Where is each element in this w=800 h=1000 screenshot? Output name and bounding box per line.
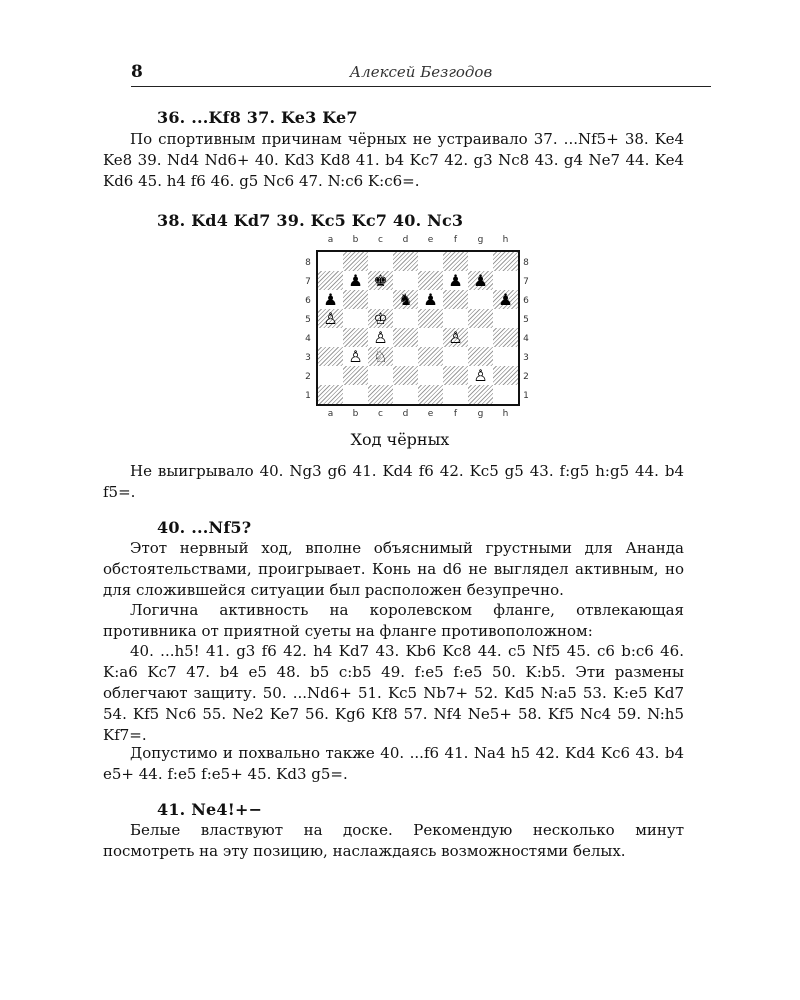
square-a1 xyxy=(318,385,343,404)
file-label-c: c xyxy=(378,235,383,245)
file-label-h: h xyxy=(502,235,509,245)
square-d3 xyxy=(393,347,418,366)
file-labels-bottom xyxy=(316,409,516,421)
black-pawn-f7-icon: ♟ xyxy=(448,271,463,290)
square-e1 xyxy=(418,385,443,404)
page-number: 8 xyxy=(131,62,143,82)
rank-label-6: 6 xyxy=(523,296,529,306)
rank-labels-right xyxy=(520,254,532,454)
square-h3 xyxy=(493,347,518,366)
paragraph-36-comment xyxy=(103,129,684,192)
square-e4 xyxy=(418,328,443,347)
white-knight-c3-icon: ♘ xyxy=(373,347,388,366)
rank-label-8: 8 xyxy=(523,258,529,268)
file-label-e: e xyxy=(427,235,434,245)
rank-label-1: 1 xyxy=(305,391,311,401)
file-label-c: c xyxy=(378,409,383,419)
file-label-g: g xyxy=(477,409,484,419)
square-b8 xyxy=(343,252,368,271)
rank-label-1: 1 xyxy=(523,391,529,401)
file-label-a: a xyxy=(327,409,334,419)
paragraph-text: Этот нервный ход, вполне объяснимый грустными для Ананда обстоятельствами, проигрывает. Конь на d6 не выглядел активным, но для сложившейся ситуации был расположен безупречно. xyxy=(103,539,684,599)
square-f2 xyxy=(443,366,468,385)
rank-label-5: 5 xyxy=(523,315,529,325)
square-d2 xyxy=(393,366,418,385)
file-label-a: a xyxy=(327,235,334,245)
square-c6 xyxy=(368,290,393,309)
paragraph-ng3-line xyxy=(103,461,684,503)
rank-label-4: 4 xyxy=(305,334,311,344)
square-d4 xyxy=(393,328,418,347)
paragraph-text: Логична активность на королевском фланге, отвлекающая противника от приятной суеты на фланге противоположном: xyxy=(103,601,684,640)
file-label-b: b xyxy=(352,235,359,245)
paragraph-white-dominates xyxy=(103,820,684,862)
file-label-f: f xyxy=(453,235,458,245)
rank-label-2: 2 xyxy=(523,372,529,382)
move-heading-36: 36. ...Kf8 37. Ke3 Ke7 xyxy=(157,108,358,127)
square-f5 xyxy=(443,309,468,328)
square-b2 xyxy=(343,366,368,385)
square-e2 xyxy=(418,366,443,385)
move-heading-38: 38. Kd4 Kd7 39. Kc5 Kc7 40. Nc3 xyxy=(157,211,464,230)
rank-label-4: 4 xyxy=(523,334,529,344)
paragraph-text: Белые властвуют на доске. Рекомендую несколько минут посмотреть на эту позицию, наслаждаясь возможностями белых. xyxy=(103,821,684,860)
square-b4 xyxy=(343,328,368,347)
rank-label-7: 7 xyxy=(523,277,529,287)
file-labels-top xyxy=(316,235,516,247)
square-h4 xyxy=(493,328,518,347)
square-g5 xyxy=(468,309,493,328)
file-label-d: d xyxy=(402,235,409,245)
black-king-c7-icon: ♚ xyxy=(373,271,388,290)
rank-label-3: 3 xyxy=(523,353,529,363)
white-pawn-g2-icon: ♙ xyxy=(473,366,488,385)
square-g8 xyxy=(468,252,493,271)
paragraph-text: По спортивным причинам чёрных не устраивало 37. ...Nf5+ 38. Ke4 Ke8 39. Nd4 Nd6+ 40. Kd3 Kd8 41. b4 Kc7 42. g3 Nc8 43. g4 Ne7 44. Ke4 Kd6 45. h4 f6 46. g5 Nc6 47. N:c6 K:c6=. xyxy=(103,130,684,190)
black-pawn-a6-icon: ♟ xyxy=(323,290,338,309)
square-h1 xyxy=(493,385,518,404)
square-c1 xyxy=(368,385,393,404)
square-h7 xyxy=(493,271,518,290)
square-c8 xyxy=(368,252,393,271)
rank-label-6: 6 xyxy=(305,296,311,306)
move-heading-40-nf5: 40. ...Nf5? xyxy=(157,518,252,537)
rank-label-5: 5 xyxy=(305,315,311,325)
rank-label-3: 3 xyxy=(305,353,311,363)
square-a3 xyxy=(318,347,343,366)
file-label-b: b xyxy=(352,409,359,419)
square-g1 xyxy=(468,385,493,404)
square-b5 xyxy=(343,309,368,328)
diagram-caption: Ход чёрных xyxy=(350,430,450,449)
file-label-e: e xyxy=(427,409,434,419)
square-f8 xyxy=(443,252,468,271)
square-f6 xyxy=(443,290,468,309)
square-a8 xyxy=(318,252,343,271)
paragraph-kingside-activity xyxy=(103,600,684,642)
white-pawn-f4-icon: ♙ xyxy=(448,328,463,347)
square-e3 xyxy=(418,347,443,366)
chessboard xyxy=(316,250,520,406)
square-d1 xyxy=(393,385,418,404)
file-label-f: f xyxy=(453,409,458,419)
move-heading-41: 41. Ne4!+− xyxy=(157,800,263,819)
rank-label-2: 2 xyxy=(305,372,311,382)
paragraph-text: Не выигрывало 40. Ng3 g6 41. Kd4 f6 42. Kc5 g5 43. f:g5 h:g5 44. b4 f5=. xyxy=(103,462,684,501)
square-d5 xyxy=(393,309,418,328)
square-e8 xyxy=(418,252,443,271)
square-c2 xyxy=(368,366,393,385)
file-label-h: h xyxy=(502,409,509,419)
black-pawn-g7-icon: ♟ xyxy=(473,271,488,290)
black-pawn-b7-icon: ♟ xyxy=(348,271,363,290)
square-a4 xyxy=(318,328,343,347)
square-g6 xyxy=(468,290,493,309)
paragraph-h5-line xyxy=(103,641,684,746)
square-g4 xyxy=(468,328,493,347)
white-king-c5-icon: ♔ xyxy=(373,309,388,328)
running-head-author: Алексей Безгодов xyxy=(349,63,493,81)
square-e5 xyxy=(418,309,443,328)
paragraph-nervous-move xyxy=(103,538,684,601)
chess-diagram xyxy=(298,232,534,428)
black-pawn-h6-icon: ♟ xyxy=(498,290,513,309)
square-f3 xyxy=(443,347,468,366)
square-h5 xyxy=(493,309,518,328)
square-a7 xyxy=(318,271,343,290)
black-pawn-e6-icon: ♟ xyxy=(423,290,438,309)
square-b1 xyxy=(343,385,368,404)
paragraph-f6-line xyxy=(103,743,684,785)
square-h8 xyxy=(493,252,518,271)
file-label-g: g xyxy=(477,235,484,245)
paragraph-text: Допустимо и похвально также 40. ...f6 41. Na4 h5 42. Kd4 Kc6 43. b4 e5+ 44. f:e5 f:e5+ 45. Kd3 g5=. xyxy=(103,744,684,783)
square-h2 xyxy=(493,366,518,385)
paragraph-text: 40. ...h5! 41. g3 f6 42. h4 Kd7 43. Kb6 Kc8 44. c5 Nf5 45. c6 b:c6 46. K:a6 Kc7 47. b4 e5 48. b5 c:b5 49. f:e5 f:e5 50. K:b5. Эти размены облегчают защиту. 50. ...Nd6+ 51. Kc5 Nb7+ 52. Kd5 N:a5 53. K:e5 Kd7 54. Kf5 Nc6 55. Ne2 Ke7 56. Kg6 Kf8 57. Nf4 Ne5+ 58. Kf5 Nc4 59. N:h5 Kf7=. xyxy=(103,642,684,744)
rank-label-8: 8 xyxy=(305,258,311,268)
white-pawn-c4-icon: ♙ xyxy=(373,328,388,347)
black-knight-d6-icon: ♞ xyxy=(398,290,413,309)
page-header xyxy=(131,60,711,87)
square-d8 xyxy=(393,252,418,271)
square-e7 xyxy=(418,271,443,290)
rank-labels-left xyxy=(302,254,314,454)
white-pawn-b3-icon: ♙ xyxy=(348,347,363,366)
square-b6 xyxy=(343,290,368,309)
white-pawn-a5-icon: ♙ xyxy=(323,309,338,328)
square-a2 xyxy=(318,366,343,385)
square-d7 xyxy=(393,271,418,290)
rank-label-7: 7 xyxy=(305,277,311,287)
square-g3 xyxy=(468,347,493,366)
square-f1 xyxy=(443,385,468,404)
file-label-d: d xyxy=(402,409,409,419)
